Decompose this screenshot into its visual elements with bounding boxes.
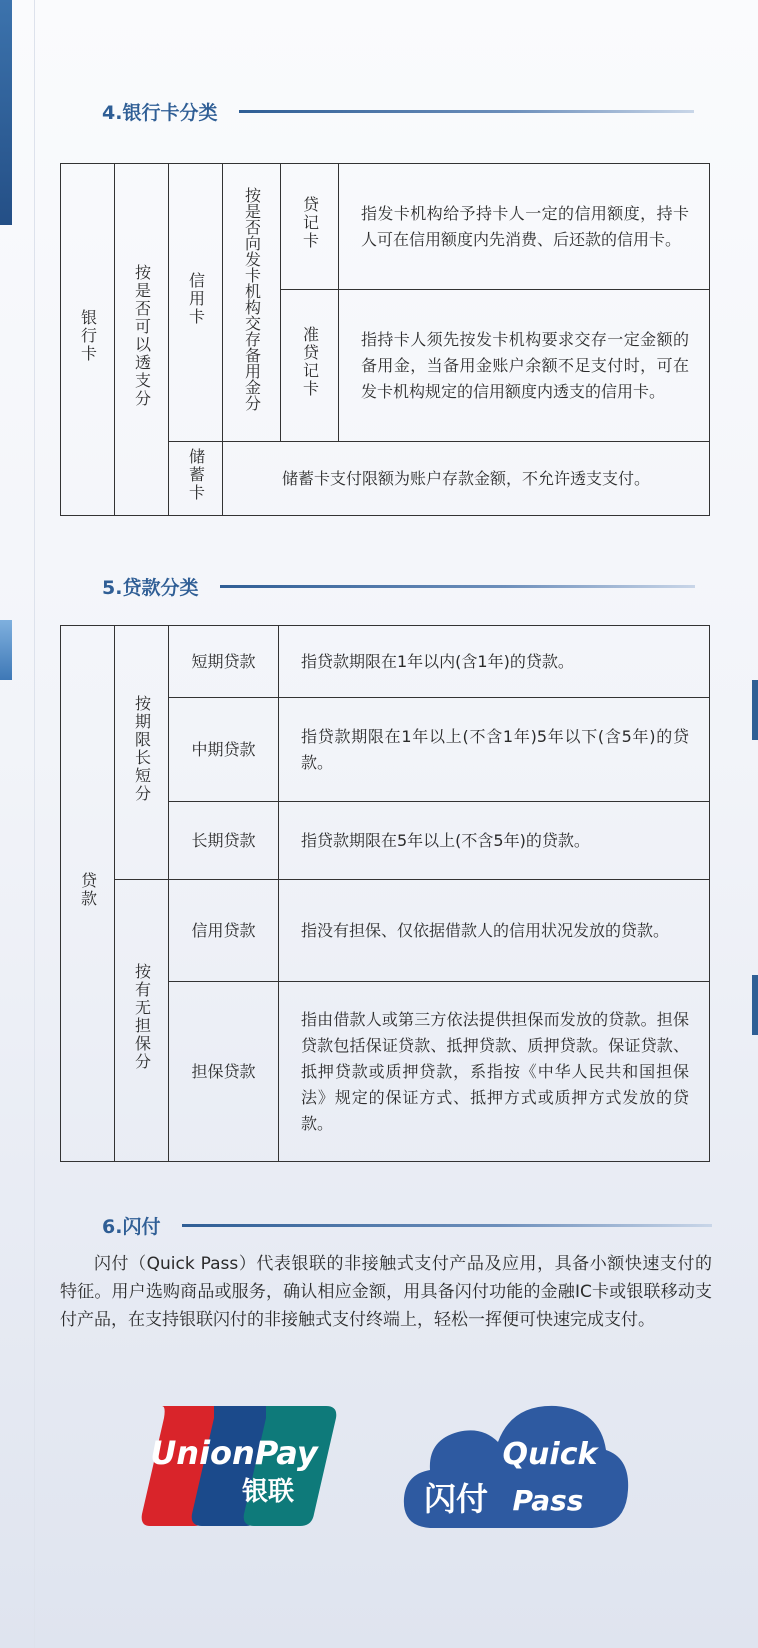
right-accent-bar <box>752 680 758 740</box>
table-row-label: 准贷记卡 <box>281 290 339 442</box>
quickpass-logo <box>400 1398 632 1536</box>
table-row-label: 信用贷款 <box>169 880 279 982</box>
table-row-desc: 指贷款期限在5年以上(不含5年)的贷款。 <box>279 802 710 880</box>
table-row-label: 中期贷款 <box>169 698 279 802</box>
section4-title: 4.银行卡分类 <box>102 102 218 124</box>
criterion-cell: 按有无担保分 <box>115 880 169 1162</box>
section5-title: 5.贷款分类 <box>102 577 199 599</box>
bank-card-table <box>60 163 710 516</box>
table-row-desc: 指发卡机构给予持卡人一定的信用额度，持卡人可在信用额度内先消费、后还款的信用卡。 <box>339 164 710 290</box>
table-row-desc: 指贷款期限在1年以上(不含1年)5年以下(含5年)的贷款。 <box>279 698 710 802</box>
table-row-label: 贷记卡 <box>281 164 339 290</box>
unionpay-en: UnionPay <box>150 1434 318 1472</box>
debit-card-cell: 储蓄卡 <box>169 442 223 516</box>
table-root-cell: 银行卡 <box>61 164 115 516</box>
table-row-desc: 指贷款期限在1年以内(含1年)的贷款。 <box>279 626 710 698</box>
heading-rule <box>239 110 694 113</box>
left-guide-line <box>34 0 35 1648</box>
loan-table <box>60 625 710 1162</box>
section6-title: 6.闪付 <box>102 1216 161 1238</box>
quickpass-en2: Pass <box>512 1484 584 1517</box>
quickpass-cn: 闪付 <box>423 1480 489 1518</box>
criterion-cell: 按期限长短分 <box>115 626 169 880</box>
table-row-label: 担保贷款 <box>169 982 279 1162</box>
quickpass-paragraph: 闪付（Quick Pass）代表银联的非接触式支付产品及应用，具备小额快速支付的特征。用户选购商品或服务，确认相应金额，用具备闪付功能的金融IC卡或银联移动支付产品，在支持银联闪付的非接触式支付终端上，轻松一挥便可快速完成支付。 <box>60 1254 712 1330</box>
heading-rule <box>182 1224 712 1227</box>
table-row-desc: 指由借款人或第三方依法提供担保而发放的贷款。担保贷款包括保证贷款、抵押贷款、质押贷款。保证贷款、抵押贷款或质押贷款，系指按《中华人民共和国担保法》规定的保证方式、抵押方式或质押方式发放的贷款。 <box>279 982 710 1162</box>
table-row-label: 短期贷款 <box>169 626 279 698</box>
section4-heading <box>102 98 694 125</box>
credit-criterion-cell: 按是否向发卡机构交存备用金分 <box>223 164 281 442</box>
table-root-cell: 贷款 <box>61 626 115 1162</box>
section6-heading <box>102 1212 712 1239</box>
right-accent-bar-2 <box>752 975 758 1035</box>
credit-card-cell: 信用卡 <box>169 164 223 442</box>
left-accent-bar <box>0 0 12 225</box>
debit-card-desc: 储蓄卡支付限额为账户存款金额，不允许透支支付。 <box>223 442 710 516</box>
table-row-label: 长期贷款 <box>169 802 279 880</box>
table-row-desc: 指持卡人须先按发卡机构要求交存一定金额的备用金，当备用金账户余额不足支付时，可在发卡机构规定的信用额度内透支的信用卡。 <box>339 290 710 442</box>
section5-heading <box>102 573 695 600</box>
table-row-desc: 指没有担保、仅依据借款人的信用状况发放的贷款。 <box>279 880 710 982</box>
quickpass-en1: Quick <box>502 1437 598 1472</box>
heading-rule <box>220 585 695 588</box>
criterion-cell: 按是否可以透支分 <box>115 164 169 516</box>
left-accent-bar-2 <box>0 620 12 680</box>
unionpay-logo <box>140 1402 338 1530</box>
unionpay-cn: 银联 <box>241 1477 295 1507</box>
